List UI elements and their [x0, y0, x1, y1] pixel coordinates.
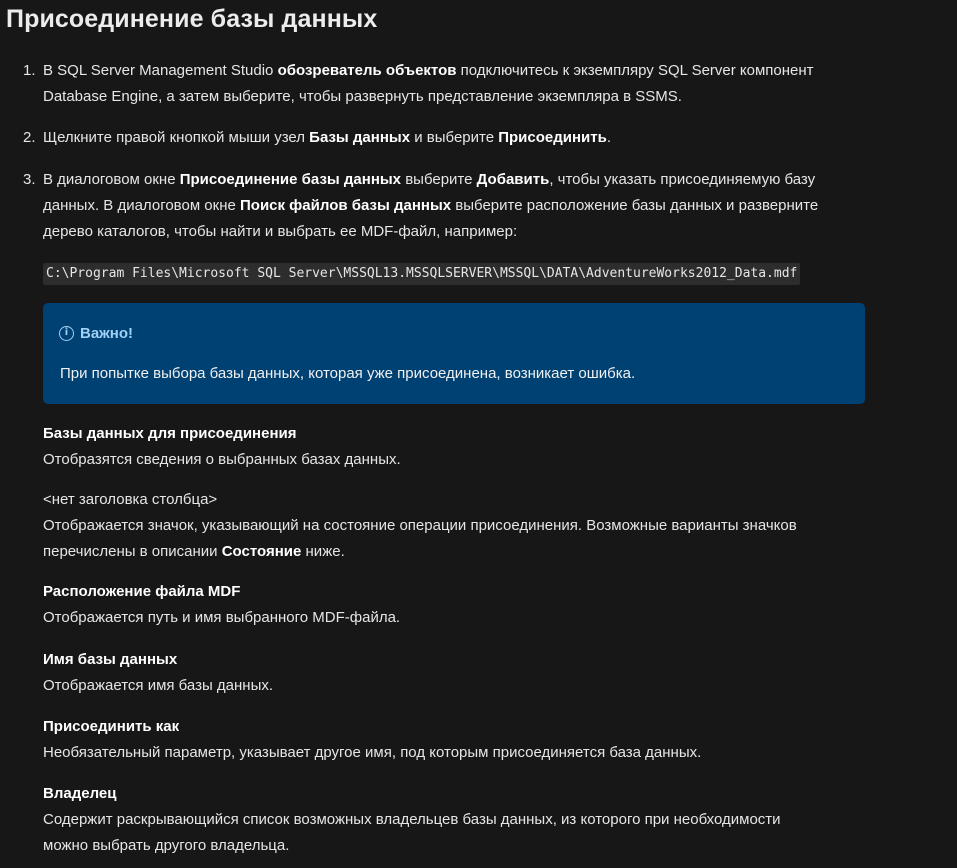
ui-term: Поиск файлов базы данных [240, 197, 452, 214]
step-text-part: выберите [401, 171, 477, 188]
desc-part: перечислены в описании [43, 543, 222, 560]
step-text-part: Database Engine, а затем выберите, чтобы развернуть представление экземпляра в SSMS. [43, 88, 682, 105]
definition-desc: Отображается имя базы данных. [43, 677, 274, 694]
step-text-part: данных. В диалоговом окне [43, 197, 240, 214]
info-icon: i [59, 326, 74, 341]
alert-title: Важно! [80, 324, 134, 342]
definition-term: Имя базы данных [43, 651, 178, 668]
alert-header [59, 323, 133, 343]
step-text-part: . [606, 129, 612, 146]
desc-part: можно выбрать другого владельца. [43, 837, 290, 854]
step-number: 1. [23, 62, 36, 79]
definition-item [43, 781, 873, 859]
step-text-part: Щелкните правой кнопкой мыши узел [43, 129, 310, 146]
definition-term: Присоединить как [43, 718, 180, 735]
alert-body: При попытке выбора базы данных, которая уже присоединена, возникает ошибка. [60, 365, 636, 382]
desc-part: Содержит раскрывающийся список возможных владельцев базы данных, из которого при необходимости [43, 811, 781, 828]
step-number: 2. [23, 129, 36, 146]
step-text-part: , чтобы указать присоединяемую базу [549, 171, 816, 188]
step-number: 3. [23, 171, 36, 188]
important-alert [43, 303, 865, 404]
ui-term: обозреватель объектов [277, 62, 457, 79]
step-text-part: дерево каталогов, чтобы найти и выбрать ее MDF-файл, например: [43, 223, 518, 240]
desc-part: Отображается значок, указывающий на состояние операции присоединения. Возможные варианты значков [43, 517, 797, 534]
step-text [43, 125, 863, 151]
definition-item [43, 579, 873, 631]
ui-term: Присоединение базы данных [179, 171, 402, 188]
desc-part: ниже. [301, 543, 345, 560]
definition-term: Владелец [43, 785, 117, 802]
definition-term: <нет заголовка столбца> [43, 491, 218, 508]
definition-desc: Отображается путь и имя выбранного MDF-файла. [43, 609, 401, 626]
definition-item [43, 421, 873, 473]
step-text [43, 58, 863, 110]
step-text [43, 167, 863, 245]
code-path: C:\Program Files\Microsoft SQL Server\MSSQL13.MSSQLSERVER\MSSQL\DATA\AdventureWorks2012_Data.mdf [43, 263, 800, 285]
definition-item [43, 647, 873, 699]
step-text-part: и выберите [410, 129, 499, 146]
definition-desc: Необязательный параметр, указывает другое имя, под которым присоединяется база данных. [43, 744, 702, 761]
ui-term: Состояние [221, 543, 302, 560]
definition-item [43, 487, 873, 565]
step-text-part: В диалоговом окне [43, 171, 180, 188]
step-text-part: подключитесь к экземпляру SQL Server компонент [456, 62, 814, 79]
definition-term: Базы данных для присоединения [43, 425, 297, 442]
definition-item [43, 714, 873, 766]
definition-term: Расположение файла MDF [43, 583, 241, 600]
ui-term: Базы данных [309, 129, 411, 146]
step-text-part: В SQL Server Management Studio [43, 62, 278, 79]
step-text-part: выберите расположение базы данных и разверните [451, 197, 819, 214]
definition-desc: Отобразятся сведения о выбранных базах данных. [43, 451, 401, 468]
definition-desc [43, 513, 873, 565]
definition-desc [43, 807, 873, 859]
ui-term: Добавить [476, 171, 550, 188]
page-title: Присоединение базы данных [6, 5, 378, 33]
ui-term: Присоединить [498, 129, 607, 146]
